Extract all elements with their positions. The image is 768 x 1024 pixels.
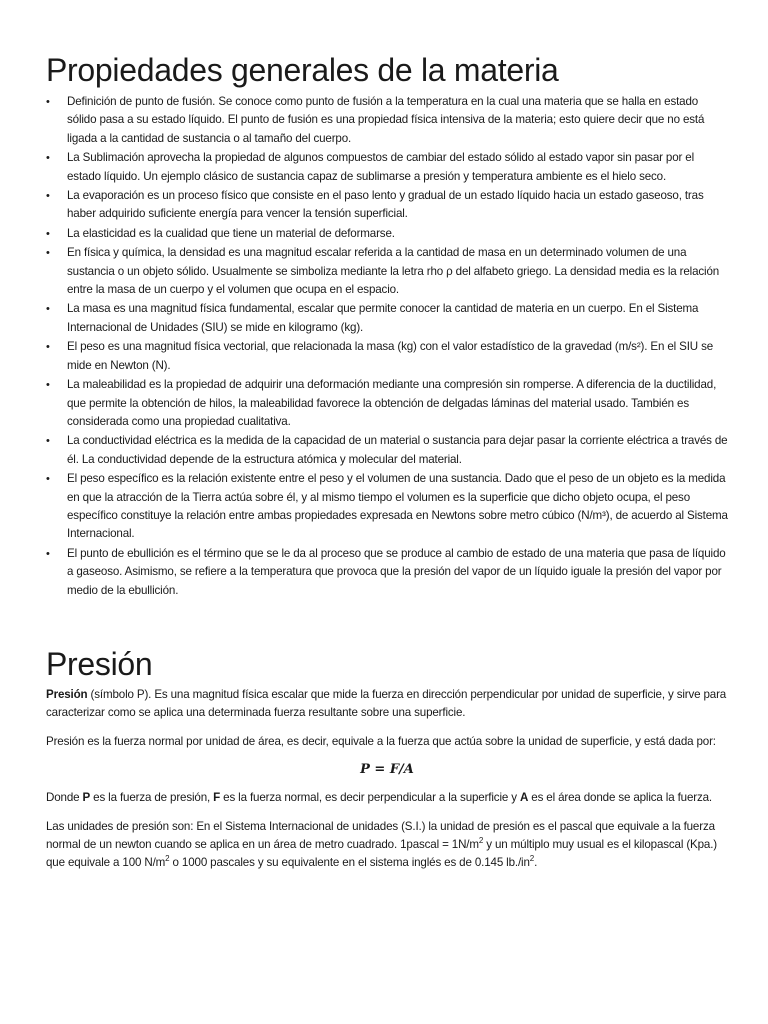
pressure-formula: P = F/A [360, 762, 414, 778]
presion-term: Presión [46, 687, 88, 701]
list-item-text: La masa es una magnitud física fundamental, escalar que permite conocer la cantidad de materia en un cuerpo. En el Sistema Internacional de Unidades (SIU) se mide en kilogramo (kg). [67, 302, 699, 334]
bullet-icon: • [46, 96, 50, 108]
superscript: 2 [529, 854, 535, 864]
list-item [46, 300, 728, 337]
list-item-text: La conductividad eléctrica es la medida de la capacidad de un material o sustancia para dejar pasar la corriente eléctrica a través de él. La conductividad depende de la estructura atómica y molecular del material. [67, 434, 728, 466]
units-text: y un múltiplo muy usual es el kilopascal (Kpa.) que equivale a 100 N/m [46, 838, 718, 870]
list-item-text: La elasticidad es la cualidad que tiene un material de deformarse. [67, 226, 395, 240]
symbol-p: P [82, 791, 91, 805]
symbol-f: F [213, 791, 221, 805]
bullet-icon: • [46, 190, 50, 203]
list-item [46, 376, 728, 431]
symbol-a: A [519, 791, 529, 805]
list-item-text: En física y química, la densidad es una magnitud escalar referida a la cantidad de masa en un determinado volumen de una sustancia o un objeto sólido. Usualmente se simboliza mediante la letra rho ρ del alfabeto griego. La densidad media es la relación entre la masa de un cuerpo y el volumen que ocupa en el espacio. [67, 246, 720, 297]
explanation-text: es la fuerza normal, es decir perpendicular a la superficie y [220, 791, 520, 805]
presion-definition-text: (símbolo P). Es una magnitud física escalar que mide la fuerza en dirección perpendicular por unidad de superficie, y sirve para caracterizar como se aplica una determinada fuerza resultante sobre una superficie. [46, 687, 727, 720]
list-item-text: La evaporación es un proceso físico que consiste en el paso lento y gradual de un estado líquido hacia un estado gaseoso, tras haber adquirido suficiente energía para vencer la tensión superficial. [67, 189, 704, 221]
list-item [46, 187, 728, 224]
section-title-presion: Presión [46, 645, 153, 682]
list-item [46, 432, 728, 469]
bullet-icon: • [46, 435, 50, 448]
list-item [46, 93, 728, 148]
bullet-icon: • [46, 341, 50, 354]
formula-explanation-paragraph [46, 789, 728, 807]
list-item-text: La Sublimación aprovecha la propiedad de algunos compuestos de cambiar del estado sólido al estado vapor sin pasar por el estado líquido. Un ejemplo clásico de sustancia capaz de sublimarse a presión y temperatura ambiente es el hielo seco. [67, 151, 694, 183]
list-item-text: Definición de punto de fusión. Se conoce como punto de fusión a la temperatura en la cual una materia que se halla en estado sólido pasa a su estado líquido. El punto de fusión es una propiedad física intensiva de la materia; esto quiere decir que no está ligada a la cantidad de sustancia o al tamaño del cuerpo. [67, 95, 705, 145]
superscript: 2 [478, 836, 484, 846]
list-item [46, 149, 728, 186]
units-text: Las unidades de presión son: En el Sistema Internacional de unidades (S.I.) la unidad de presión es el pascal que equivale a la fuerza normal de un newton cuando se aplica en un área de metro cuadrado. 1pascal = 1N/m [46, 819, 715, 851]
bullet-icon: • [46, 247, 50, 260]
list-item-text: El punto de ebullición es el término que se le da al proceso que se produce al cambio de estado de una materia que pasa de líquido a gaseoso. Asimismo, se refiere a la temperatura que provoca que la presión del vapor de un líquido iguale la presión del vapor por medio de la ebullición. [67, 546, 726, 597]
list-item [46, 225, 728, 243]
list-item [46, 470, 728, 544]
list-item-text: El peso es una magnitud física vectorial, que relacionada la masa (kg) con el valor estadístico de la gravedad (m/s²). En el SIU se mide en Newton (N). [67, 340, 714, 372]
explanation-text: Donde [46, 791, 83, 805]
superscript: 2 [165, 854, 170, 864]
document-page [46, 50, 728, 883]
list-item [46, 545, 728, 600]
properties-list [46, 93, 728, 600]
bullet-icon: • [46, 547, 50, 560]
list-item [46, 244, 728, 299]
bullet-icon: • [46, 227, 50, 240]
section-title-propiedades: Propiedades generales de la materia [46, 52, 559, 88]
bullet-icon: • [46, 303, 50, 316]
explanation-text: es la fuerza de presión, [90, 791, 214, 805]
presion-intro-paragraph: Presión es la fuerza normal por unidad de área, es decir, equivale a la fuerza que actúa sobre la unidad de superficie, y está dada por: [46, 734, 716, 748]
list-item-text: El peso específico es la relación existente entre el peso y el volumen de una sustancia. Dado que el peso de un objeto es la medida en que la atracción de la Tierra actúa sobre él, y al mismo tiempo el volumen es la superficie que dicho objeto ocupa, el peso específico constituye la relación entre ambas propiedades expresada en Newtons sobre metro cúbico (N/m³), de acuerdo al Sistema Internacional. [67, 472, 728, 541]
explanation-text: es el área donde se aplica la fuerza. [528, 791, 712, 805]
units-text: o 1000 pascales y su equivalente en el sistema inglés es de 0.145 lb./in [169, 856, 530, 870]
presion-definition-paragraph [46, 686, 728, 723]
units-text: . [534, 856, 538, 870]
list-item [46, 338, 728, 375]
units-paragraph [46, 818, 728, 873]
bullet-icon: • [46, 152, 50, 165]
bullet-icon: • [46, 379, 50, 392]
list-item-text: La maleabilidad es la propiedad de adquirir una deformación mediante una compresión sin romperse. A diferencia de la ductilidad, que permite la obtención de hilos, la maleabilidad favorece la obtención de delgadas láminas del material usado. También es considerada como una propiedad cualitativa. [67, 378, 717, 428]
bullet-icon: • [46, 473, 50, 486]
